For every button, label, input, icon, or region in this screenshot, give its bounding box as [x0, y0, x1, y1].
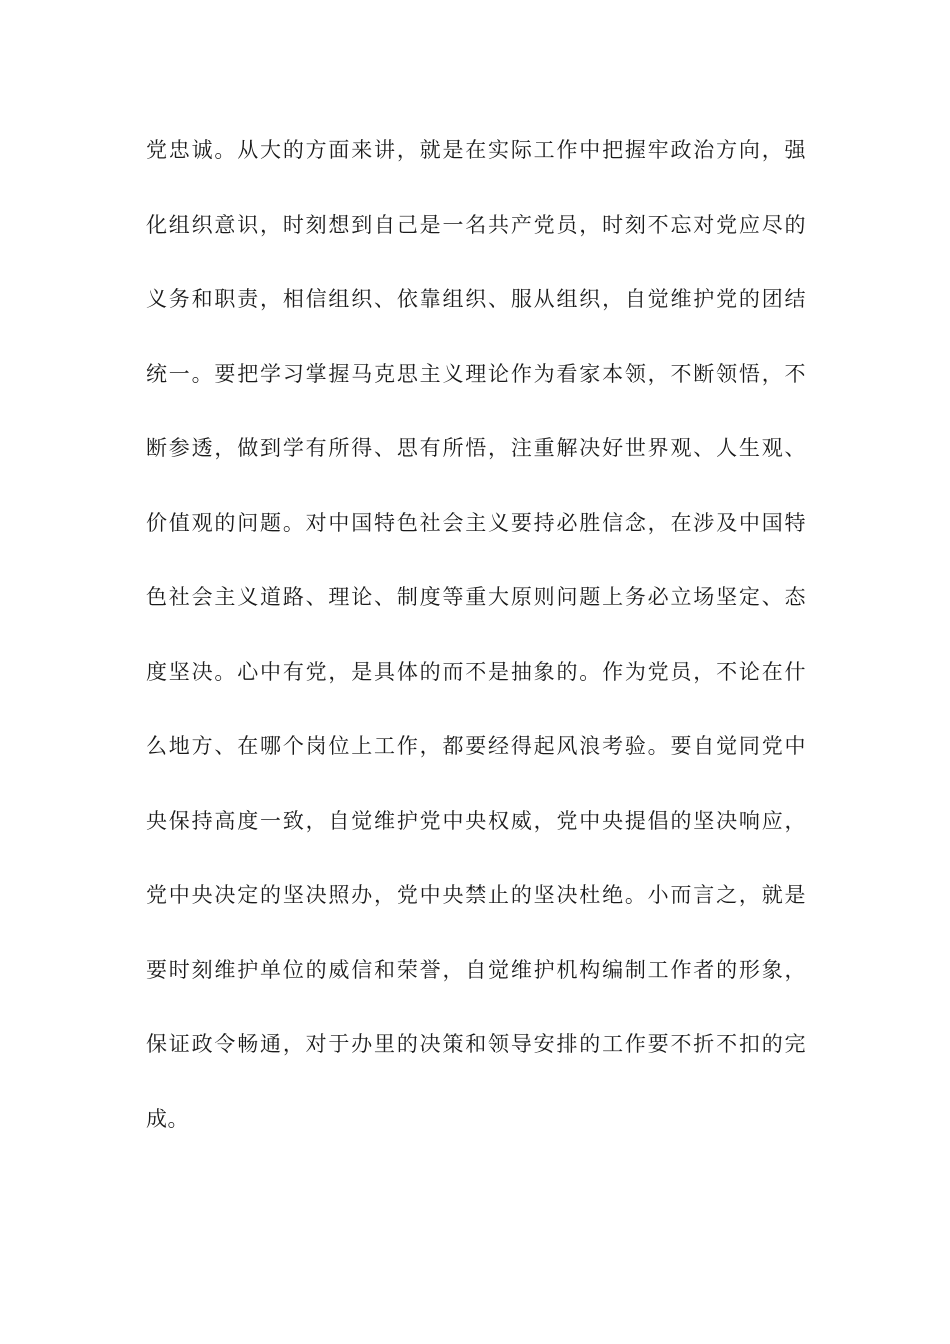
text-line: 央保持高度一致，自觉维护党中央权威，党中央提倡的坚决响应，: [146, 808, 806, 833]
text-line: 价值观的问题。对中国特色社会主义要持必胜信念，在涉及中国特: [146, 510, 806, 535]
text-line: 断参透，做到学有所得、思有所悟，注重解决好世界观、人生观、: [146, 436, 806, 460]
text-line: 么地方、在哪个岗位上工作，都要经得起风浪考验。要自觉同党中: [146, 734, 806, 758]
text-line: 保证政令畅通，对于办里的决策和领导安排的工作要不折不扣的完: [146, 1032, 806, 1056]
text-line: 色社会主义道路、理论、制度等重大原则问题上务必立场坚定、态: [146, 585, 806, 609]
text-line: 度坚决。心中有党，是具体的而不是抽象的。作为党员，不论在什: [146, 659, 806, 684]
text-line: 党忠诚。从大的方面来讲，就是在实际工作中把握牢政治方向，强: [146, 138, 806, 162]
text-line: 义务和职责，相信组织、依靠组织、服从组织，自觉维护党的团结: [146, 287, 806, 311]
text-line: 党中央决定的坚决照办，党中央禁止的坚决杜绝。小而言之，就是: [146, 883, 806, 907]
text-line: 化组织意识，时刻想到自己是一名共产党员，时刻不忘对党应尽的: [146, 212, 806, 237]
text-line: 成。: [146, 1106, 189, 1131]
text-line: 统一。要把学习掌握马克思主义理论作为看家本领，不断领悟，不: [146, 361, 806, 386]
text-line: 要时刻维护单位的威信和荣誉，自觉维护机构编制工作者的形象，: [146, 957, 806, 982]
body-paragraph: [146, 130, 806, 1173]
